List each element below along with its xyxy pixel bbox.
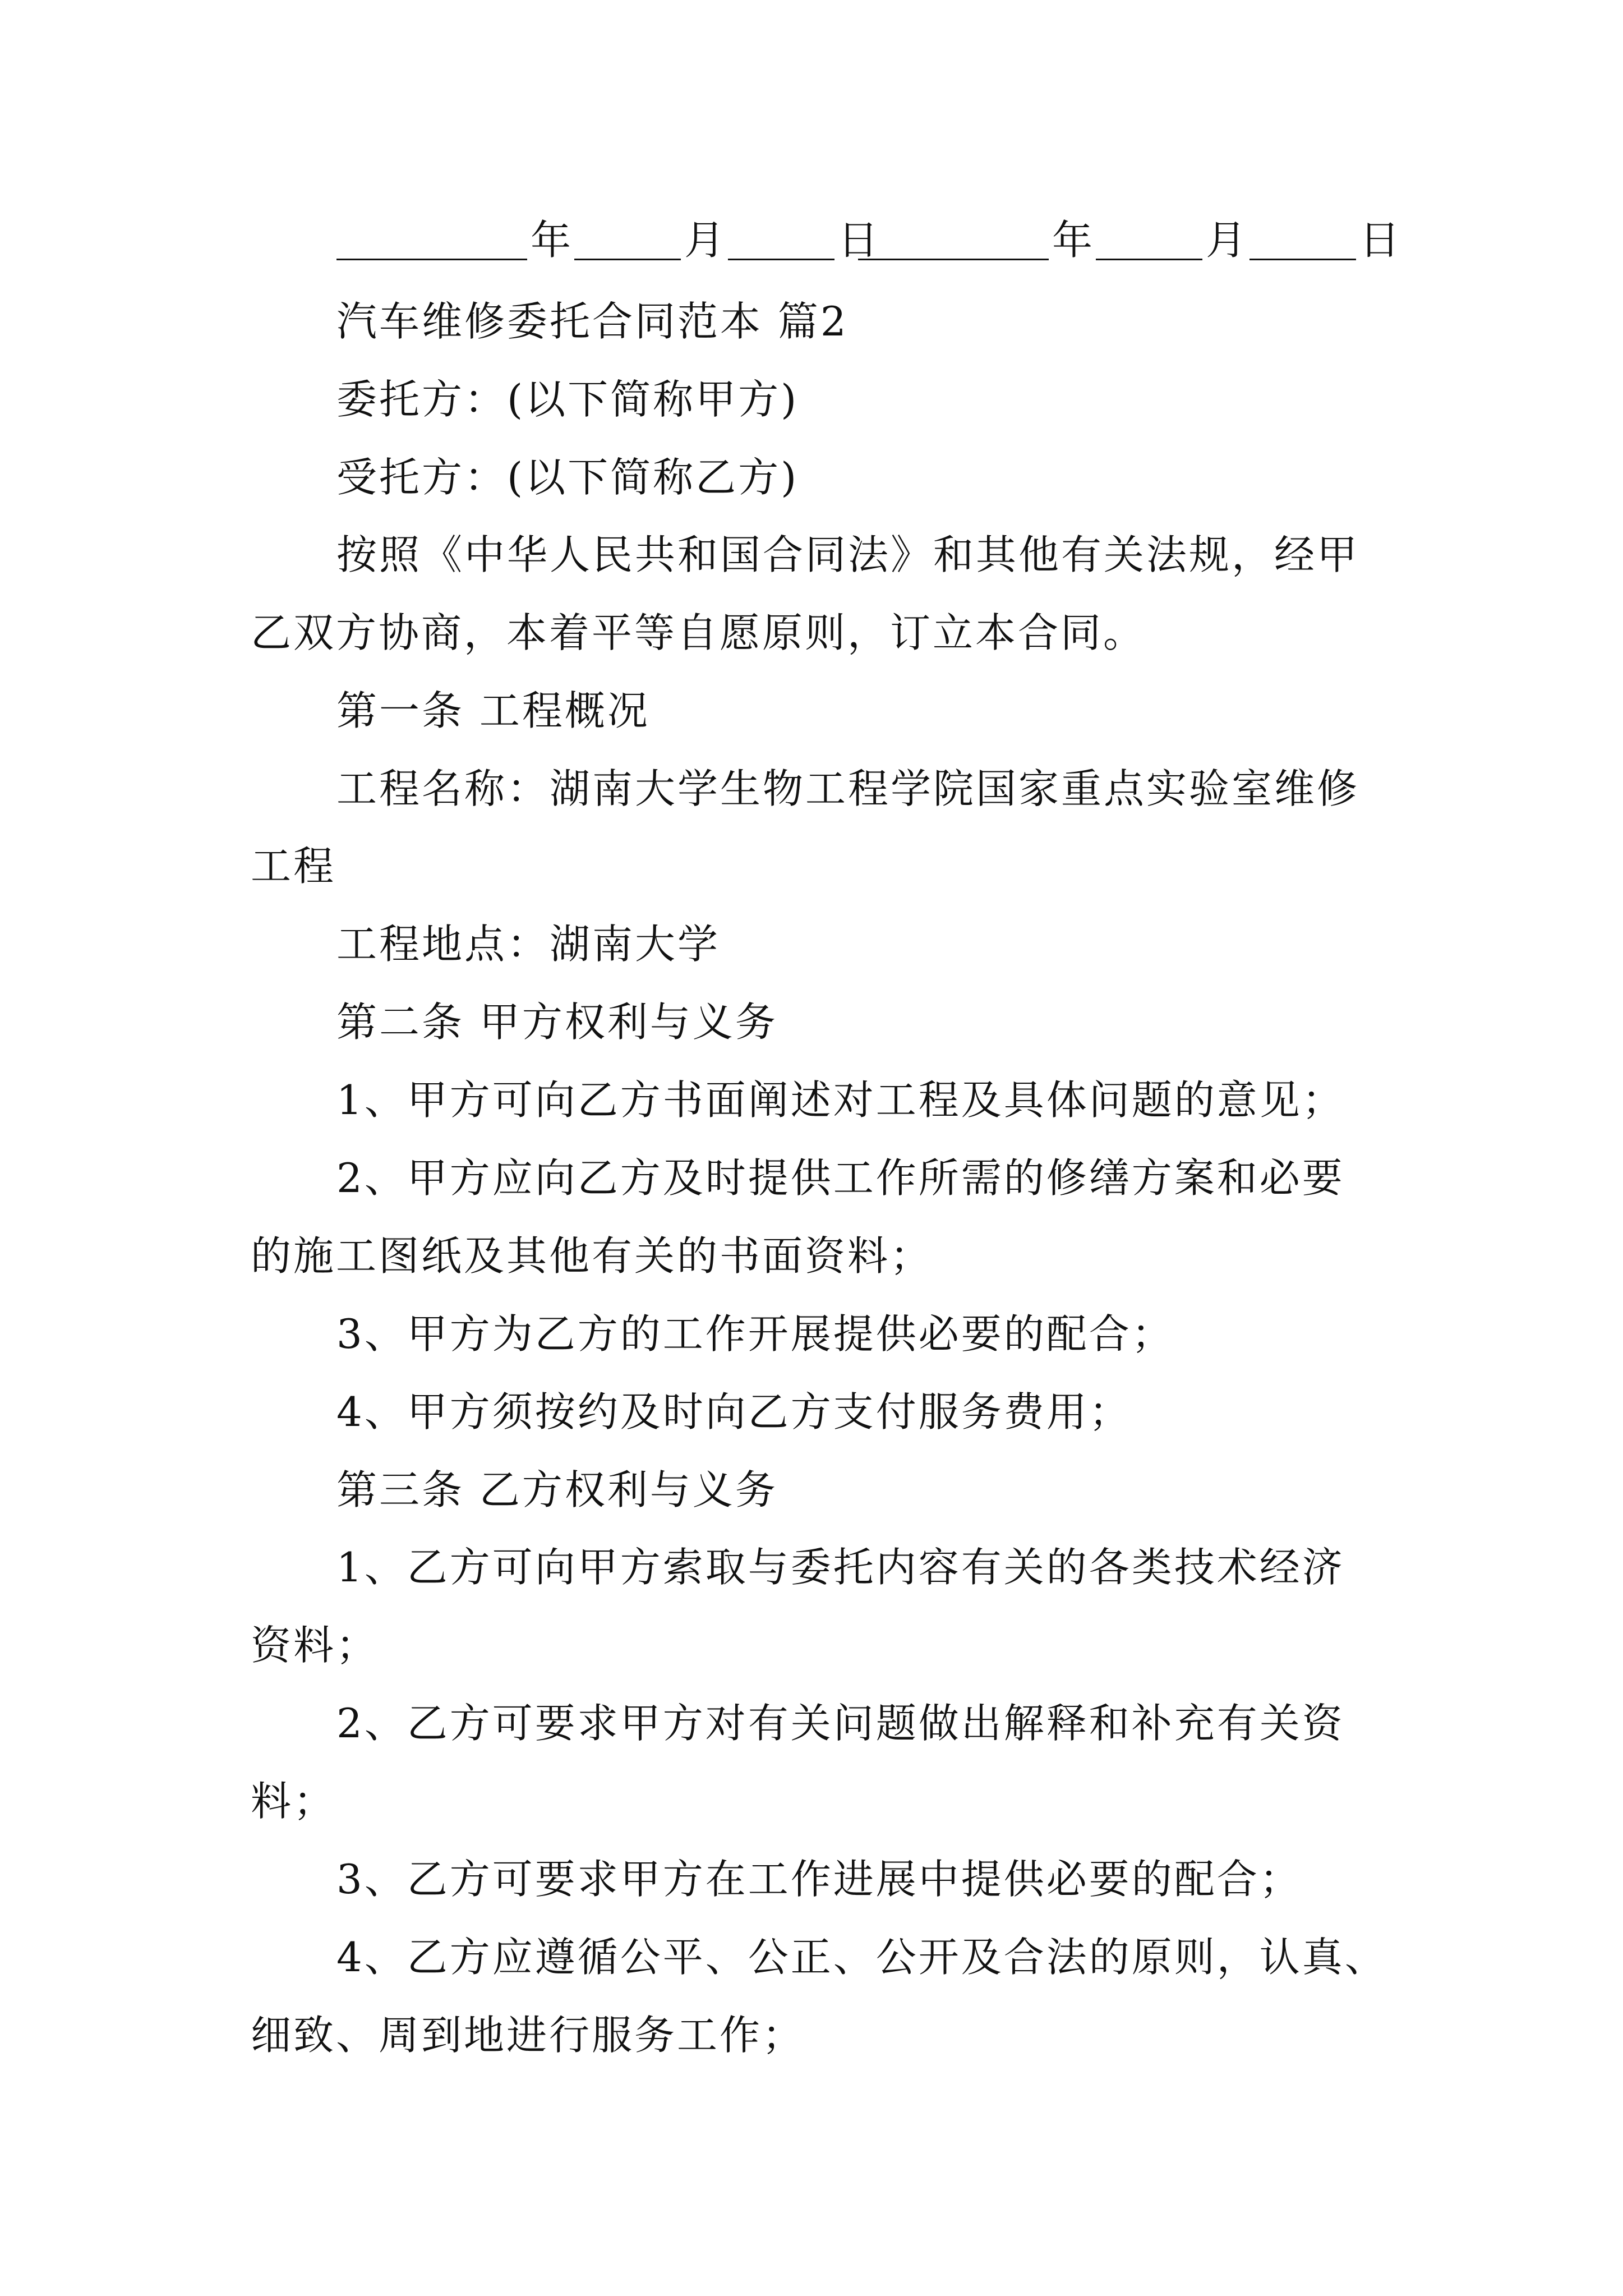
month-label: 月 [1206, 217, 1247, 264]
article-3-item-2-line-2: 料； [251, 1778, 336, 1825]
month-blank [574, 222, 681, 260]
project-location: 工程地点：湖南大学 [336, 921, 721, 968]
year-blank [858, 222, 1049, 260]
article-1-heading: 第一条 工程概况 [336, 687, 650, 734]
month-label: 月 [684, 217, 725, 264]
contractor-party: 受托方：(以下简称乙方) [336, 454, 799, 501]
article-2-item-3: 3、甲方为乙方的工作开展提供必要的配合； [336, 1310, 1174, 1358]
signature-date-client [336, 217, 882, 264]
article-2-item-4: 4、甲方须按约及时向乙方支付服务费用； [336, 1388, 1132, 1435]
year-blank [336, 222, 527, 260]
article-3-item-2-line-1: 2、乙方可要求甲方对有关问题做出解释和补充有关资 [336, 1700, 1345, 1747]
article-2-heading: 第二条 甲方权利与义务 [336, 999, 778, 1046]
project-name-line-1: 工程名称：湖南大学生物工程学院国家重点实验室维修 [336, 765, 1360, 812]
article-3-item-1-line-2: 资料； [251, 1622, 379, 1669]
article-3-item-3: 3、乙方可要求甲方在工作进展中提供必要的配合； [336, 1856, 1302, 1903]
year-label: 年 [531, 217, 571, 264]
article-2-item-1: 1、甲方可向乙方书面阐述对工程及具体问题的意见； [336, 1076, 1345, 1124]
article-3-item-1-line-1: 1、乙方可向甲方索取与委托内容有关的各类技术经济 [336, 1544, 1345, 1591]
project-name-line-2: 工程 [251, 843, 336, 890]
preamble-line-2: 乙双方协商，本着平等自愿原则，订立本合同。 [251, 609, 1146, 656]
day-blank [1249, 222, 1356, 260]
section-title: 汽车维修委托合同范本 篇2 [336, 298, 849, 345]
day-blank [728, 222, 834, 260]
day-label: 日 [1359, 217, 1400, 264]
month-blank [1096, 222, 1202, 260]
article-3-heading: 第三条 乙方权利与义务 [336, 1466, 778, 1513]
day-label: 日 [838, 217, 879, 264]
article-2-item-2-line-1: 2、甲方应向乙方及时提供工作所需的修缮方案和必要 [336, 1154, 1345, 1202]
article-3-item-4-line-2: 细致、周到地进行服务工作； [251, 2012, 805, 2059]
client-party: 委托方：(以下简称甲方) [336, 376, 799, 423]
article-3-item-4-line-1: 4、乙方应遵循公平、公正、公开及合法的原则，认真、 [336, 1934, 1387, 1981]
year-label: 年 [1052, 217, 1093, 264]
article-2-item-2-line-2: 的施工图纸及其他有关的书面资料； [251, 1232, 933, 1280]
signature-date-contractor [858, 217, 1403, 264]
preamble-line-1: 按照《中华人民共和国合同法》和其他有关法规，经甲 [336, 531, 1360, 578]
